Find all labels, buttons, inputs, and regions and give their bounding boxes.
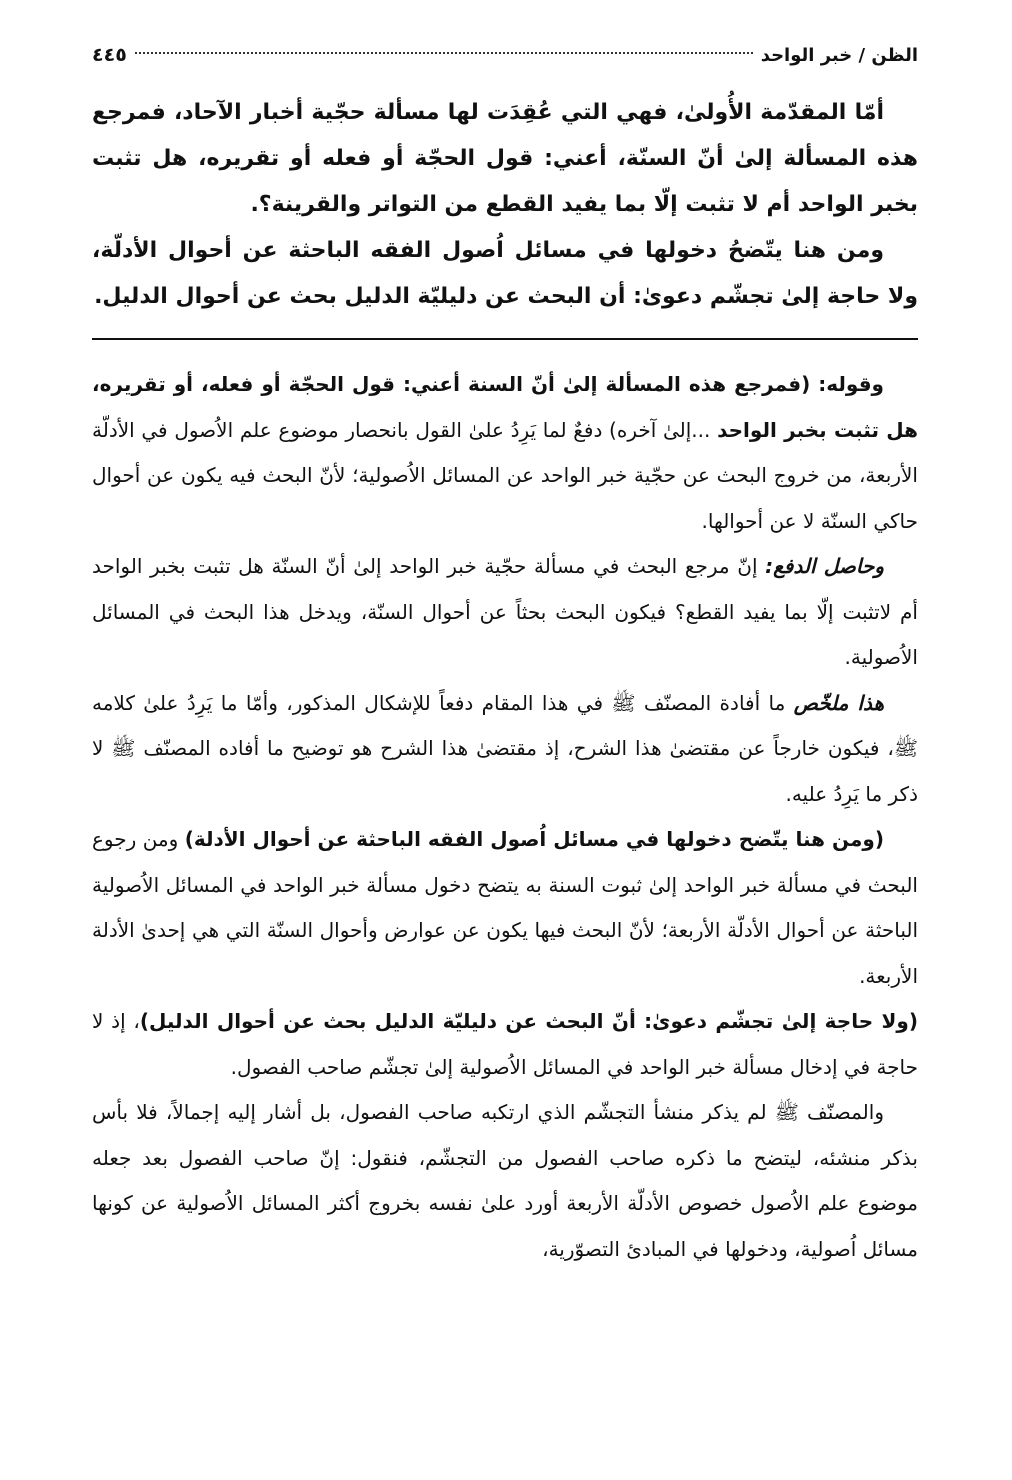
lead-phrase: وحاصل الدفع:	[765, 554, 884, 578]
commentary-paragraph-4	[92, 817, 918, 999]
section-divider	[92, 338, 918, 340]
commentary-paragraph-2	[92, 544, 918, 681]
quoted-text: وقوله: (فمرجع هذه المسألة إلىٰ أنّ السنة أعني: قول الحجّة أو فعله، أو تقريره، هل تثبت بخبر الواحد	[92, 372, 918, 442]
commentary-paragraph-6: والمصنّف ﷺ لم يذكر منشأ التجشّم الذي ارتكبه صاحب الفصول، بل أشار إليه إجمالاً، فلا بأس بذكر منشئه، ليتضح ما ذكره صاحب الفصول من التجشّم، فنقول: إنّ صاحب الفصول بعد جعله موضوع علم الاُصول خصوص الأدلّة الأربعة أورد علىٰ نفسه بخروج أكثر المسائل الاُصولية عن كونها مسائل اُصولية، ودخولها في المبادئ التصوّرية،	[92, 1100, 918, 1261]
commentary	[92, 362, 918, 1272]
commentary-paragraph-3	[92, 681, 918, 818]
lead-phrase: هذا ملخّص	[793, 690, 884, 715]
main-paragraph-1: أمّا المقدّمة الأُولىٰ، فهي التي عُقِدَت لها مسألة حجّية أخبار الآحاد، فمرجع هذه المسألة إلىٰ أنّ السنّة، أعني: قول الحجّة أو فعله أو تقريره، هل تثبت بخبر الواحد أم لا تثبت إلّا بما يفيد القطع من التواتر والقرينة؟.	[92, 100, 918, 217]
commentary-paragraph-1	[92, 362, 918, 544]
paragraph-text: ومن رجوع البحث في مسألة خبر الواحد إلىٰ ثبوت السنة به يتضح دخول مسألة خبر الواحد في المسائل الاُصولية الباحثة عن أحوال الأدلّة الأربعة؛ لأنّ البحث فيها يكون عن عوارض وأحوال السنّة التي هي إحدىٰ الأدلة الأربعة.	[92, 827, 918, 988]
running-title: الظن / خبر الواحد	[760, 45, 918, 66]
page-number: ٤٤٥	[92, 44, 127, 66]
quoted-text: (ومن هنا يتّضح دخولها في مسائل اُصول الفقه الباحثة عن أحوال الأدلة)	[184, 827, 884, 851]
quoted-text: (ولا حاجة إلىٰ تجشّم دعوىٰ: أنّ البحث عن دليليّة الدليل بحث عن أحوال الدليل)	[139, 1009, 918, 1033]
commentary-paragraph-5	[92, 999, 918, 1090]
paragraph-text: ما أفادة المصنّف ﷺ في هذا المقام دفعاً للإشكال المذكور، وأمّا ما يَرِدُ علىٰ كلامه ﷺ، فيكون خارجاً عن مقتضىٰ هذا الشرح، إذ مقتضىٰ هذا الشرح هو توضيح ما أفاده المصنّف ﷺ لا ذكر ما يَرِدُ عليه.	[92, 690, 918, 806]
paragraph-text: إنّ مرجع البحث في مسألة حجّية خبر الواحد إلىٰ أنّ السنّة هل تثبت بخبر الواحد أم لاتثبت إلّا بما يفيد القطع؟ فيكون البحث بحثاً عن أحوال السنّة، ويدخل هذا البحث في المسائل الاُصولية.	[92, 554, 918, 669]
main-paragraph-2: ومن هنا يتّضحُ دخولها في مسائل اُصول الفقه الباحثة عن أحوال الأدلّة، ولا حاجة إلىٰ تجشّم دعوىٰ: أن البحث عن دليليّة الدليل بحث عن أحوال الدليل.	[92, 238, 918, 309]
dot-leader	[135, 52, 753, 54]
paragraph-text: ، إذ لا حاجة في إدخال مسألة خبر الواحد في المسائل الاُصولية إلىٰ تجشّم صاحب الفصول.	[92, 1009, 918, 1079]
paragraph-text: ...إلىٰ آخره) دفعٌ لما يَرِدُ علىٰ القول بانحصار موضوع علم الاُصول في الأدلّة الأربعة، من خروج البحث عن حجّية خبر الواحد عن المسائل الاُصولية؛ لأنّ البحث فيه يكون عن أحوال حاكي السنّة لا عن أحوالها.	[92, 417, 918, 533]
running-header	[92, 38, 918, 72]
book-page	[92, 38, 918, 1272]
main-text	[92, 90, 918, 320]
